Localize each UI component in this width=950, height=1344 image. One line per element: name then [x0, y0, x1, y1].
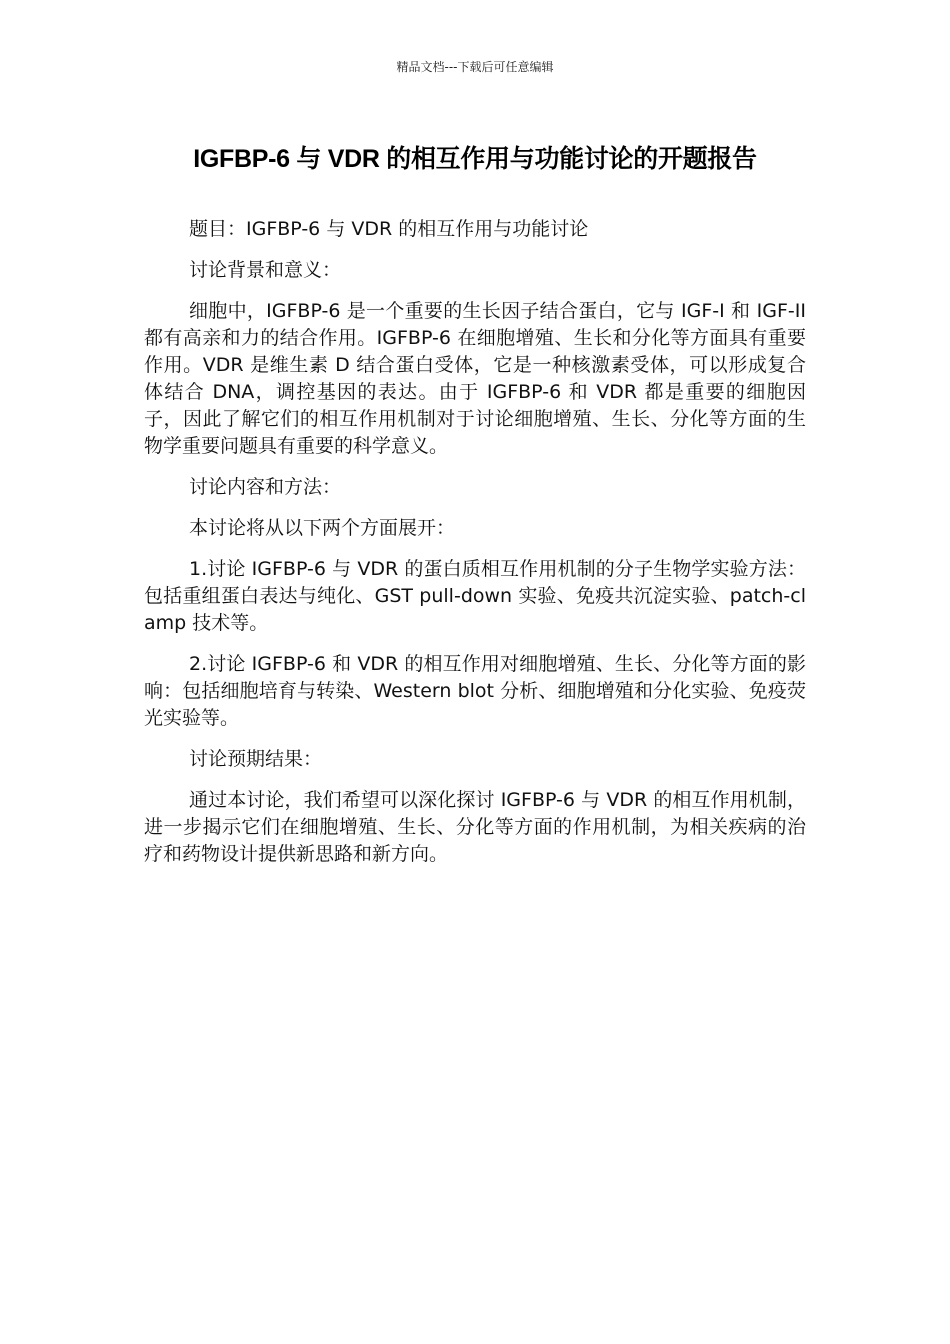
document-body	[144, 216, 806, 882]
paragraph-results: 通过本讨论，我们希望可以深化探讨 IGFBP-6 与 VDR 的相互作用机制，进一步揭示它们在细胞增殖、生长、分化等方面的作用机制，为相关疾病的治疗和药物设计提供新思路和新方向。	[144, 789, 806, 865]
paragraph-background-heading: 讨论背景和意义：	[189, 259, 342, 281]
page-title: IGFBP-6 与 VDR 的相互作用与功能讨论的开题报告	[193, 145, 757, 173]
paragraph-results-heading: 讨论预期结果：	[189, 748, 323, 770]
paragraph-methods-heading: 讨论内容和方法：	[189, 476, 342, 498]
paragraph-method-2: 2.讨论 IGFBP-6 和 VDR 的相互作用对细胞增殖、生长、分化等方面的影响：包括细胞培育与转染、Western blot 分析、细胞增殖和分化实验、免疫荧光实验等。	[144, 653, 806, 729]
paragraph-methods-intro: 本讨论将从以下两个方面展开：	[189, 517, 456, 539]
paragraph-method-1: 1.讨论 IGFBP-6 与 VDR 的蛋白质相互作用机制的分子生物学实验方法：包括重组蛋白表达与纯化、GST pull-down 实验、免疫共沉淀实验、patch-clamp 技术等。	[144, 558, 806, 634]
paragraph-topic: 题目：IGFBP-6 与 VDR 的相互作用与功能讨论	[189, 218, 589, 240]
paragraph-background: 细胞中，IGFBP-6 是一个重要的生长因子结合蛋白，它与 IGF-I 和 IGF-II 都有高亲和力的结合作用。IGFBP-6 在细胞增殖、生长和分化等方面具有重要作用。VDR 是维生素 D 结合蛋白受体，它是一种核激素受体，可以形成复合体结合 DNA，调控基因的表达。由于 IGFBP-6 和 VDR 都是重要的细胞因子，因此了解它们的相互作用机制对于讨论细胞增殖、生长、分化等方面的生物学重要问题具有重要的科学意义。	[144, 300, 806, 457]
header-note: 精品文档---下载后可任意编辑	[396, 60, 554, 74]
